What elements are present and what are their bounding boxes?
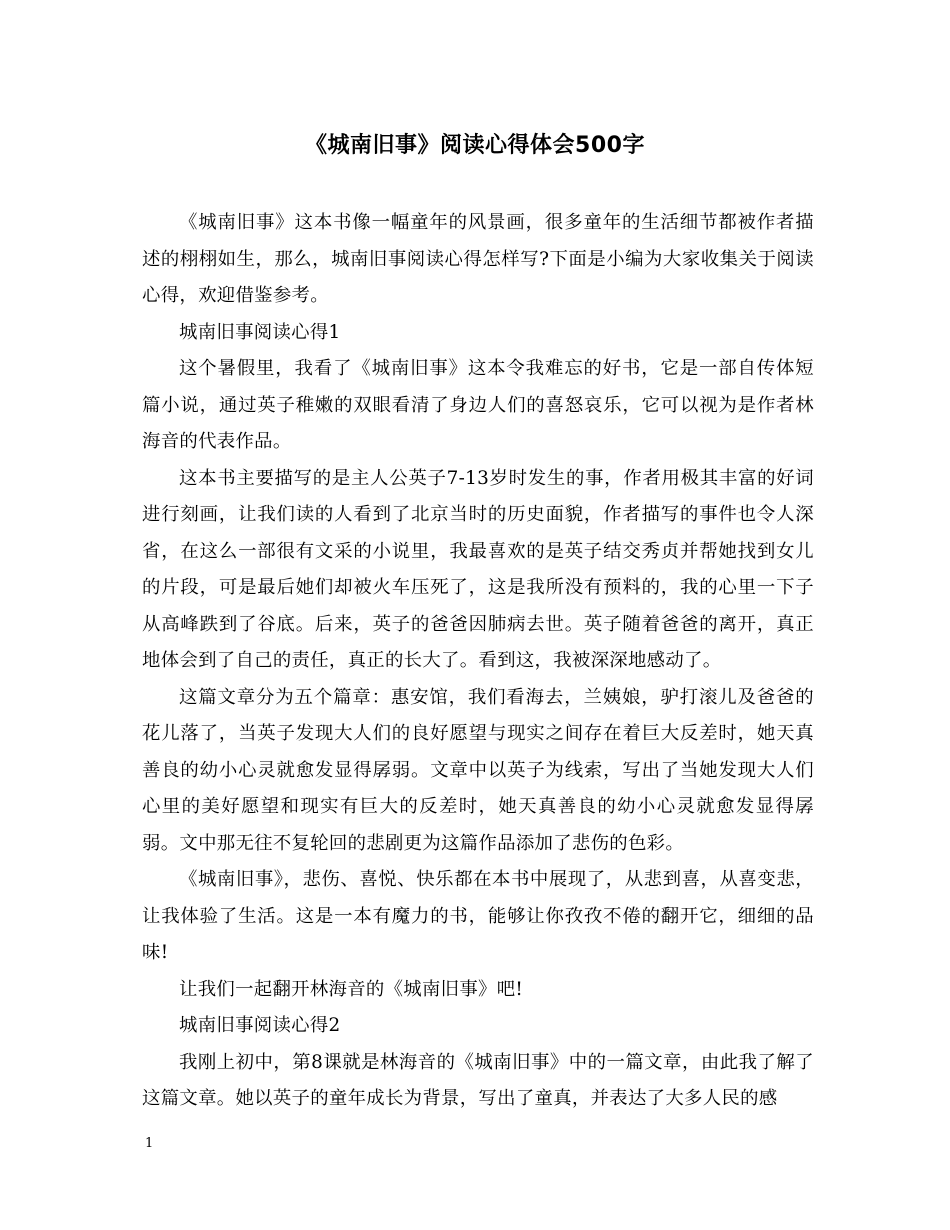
- paragraph: 《城南旧事》，悲伤、喜悦、快乐都在本书中展现了，从悲到喜，从喜变悲，让我体验了生活。这是一本有魔力的书，能够让你孜孜不倦的翻开它，细细的品味!: [142, 869, 814, 963]
- paragraph: 这个暑假里，我看了《城南旧事》这本令我难忘的好书，它是一部自传体短篇小说，通过英子稚嫩的双眼看清了身边人们的喜怒哀乐，它可以视为是作者林海音的代表作品。: [142, 358, 814, 452]
- section-heading-2: 城南旧事阅读心得2: [179, 1015, 341, 1036]
- paragraph: 这篇文章分为五个篇章：惠安馆，我们看海去，兰姨娘，驴打滚儿及爸爸的花儿落了，当英子发现大人们的良好愿望与现实之间存在着巨大反差时，她天真善良的幼小心灵就愈发显得孱弱。文章中以英子为线索，写出了当她发现大人们心里的美好愿望和现实有巨大的反差时，她天真善良的幼小心灵就愈发显得孱弱。文中那无往不复轮回的悲剧更为这篇作品添加了悲伤的色彩。: [142, 686, 814, 854]
- section-heading-1: 城南旧事阅读心得1: [179, 321, 341, 343]
- paragraph: 这本书主要描写的是主人公英子7-13岁时发生的事，作者用极其丰富的好词进行刻画，让我们读的人看到了北京当时的历史面貌，作者描写的事件也令人深省，在这么一部很有文采的小说里，我最喜欢的是英子结交秀贞并帮她找到女儿的片段，可是最后她们却被火车压死了，这是我所没有预料的，我的心里一下子从高峰跌到了谷底。后来，英子的爸爸因肺病去世。英子随着爸爸的离开，真正地体会到了自己的责任，真正的长大了。看到这，我被深深地感动了。: [142, 467, 814, 671]
- paragraph: 我刚上初中，第8课就是林海音的《城南旧事》中的一篇文章，由此我了解了这篇文章。她以英子的童年成长为背景，写出了童真，并表达了大多人民的感: [142, 1051, 814, 1109]
- document-title: 《城南旧事》阅读心得体会500字: [305, 133, 645, 158]
- page-number: 1: [145, 1136, 154, 1151]
- paragraph: 让我们一起翻开林海音的《城南旧事》吧!: [179, 978, 524, 1000]
- paragraph-intro: 《城南旧事》这本书像一幅童年的风景画，很多童年的生活细节都被作者描述的栩栩如生，那么，城南旧事阅读心得怎样写?下面是小编为大家收集关于阅读心得，欢迎借鉴参考。: [142, 212, 814, 306]
- document-body: [142, 205, 814, 1118]
